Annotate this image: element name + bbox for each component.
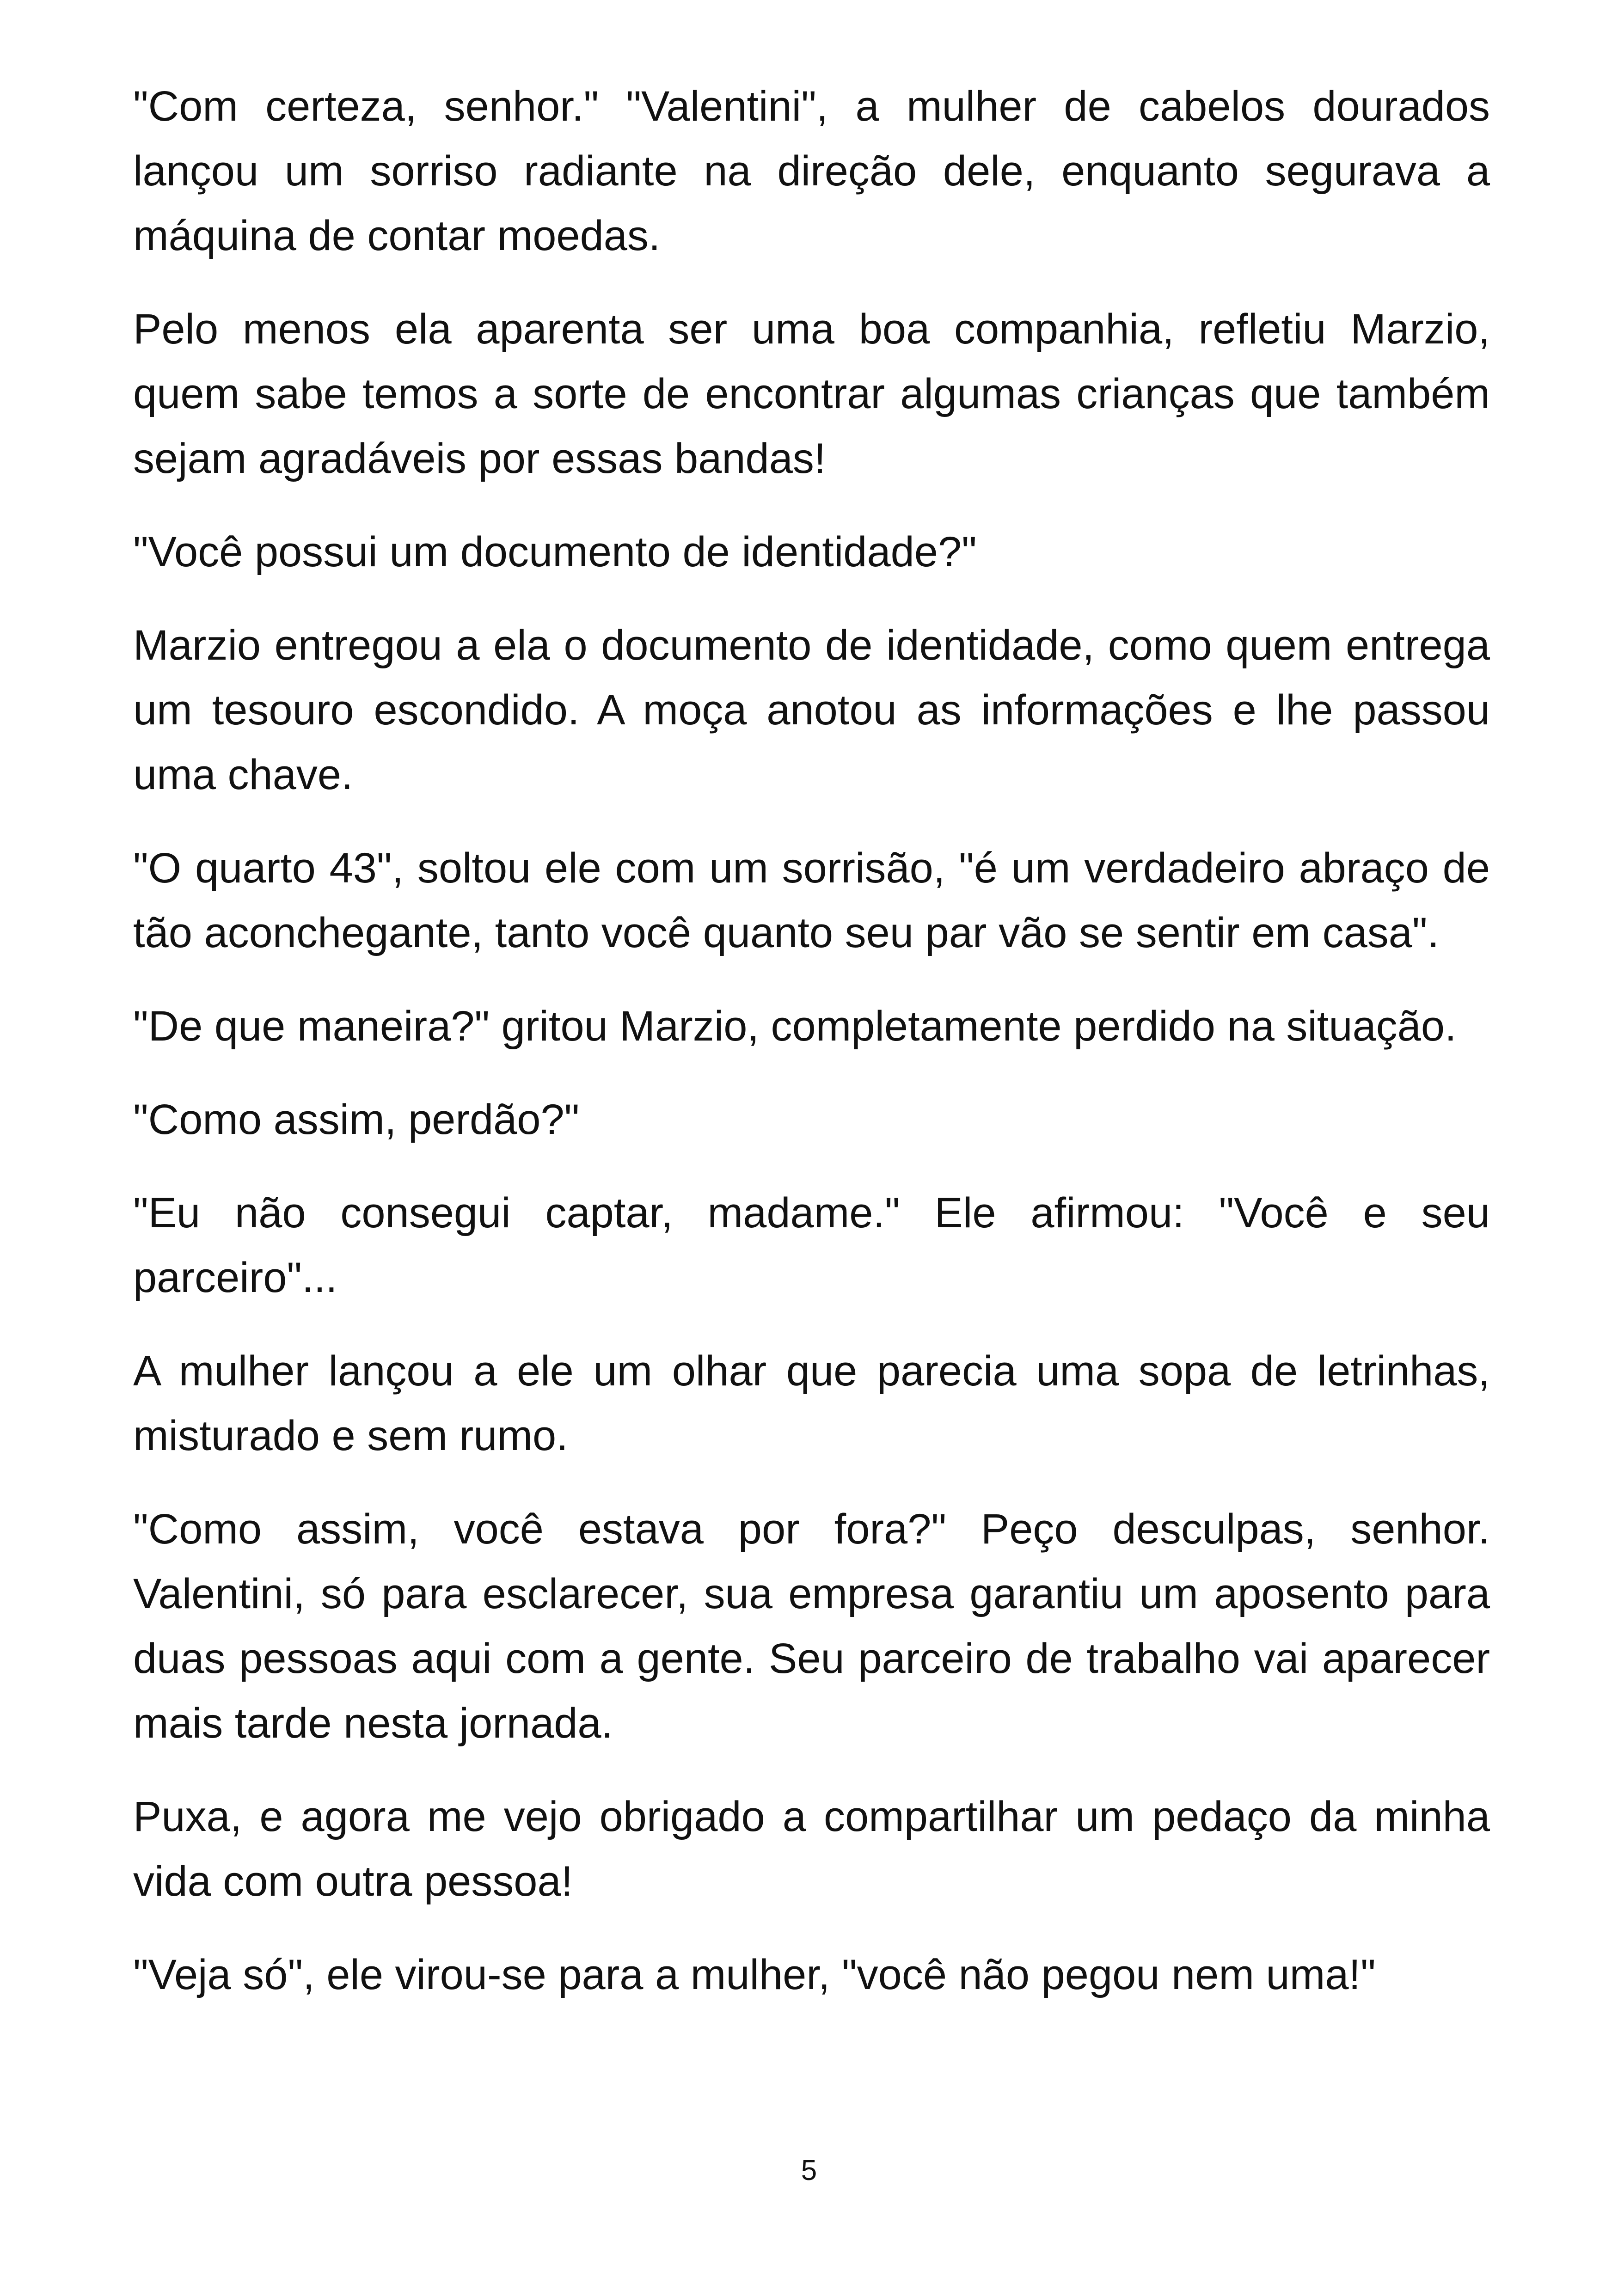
paragraph-11: Puxa, e agora me vejo obrigado a compartilhar um pedaço da minha vida com outra pessoa! — [133, 1793, 1490, 1905]
paragraph-2: Pelo menos ela aparenta ser uma boa companhia, refletiu Marzio, quem sabe temos a sorte de encontrar algumas crianças que também sejam agradáveis por essas bandas! — [133, 306, 1490, 482]
page-body — [133, 74, 1490, 2036]
paragraph-9: A mulher lançou a ele um olhar que parecia uma sopa de letrinhas, misturado e sem rumo. — [133, 1347, 1490, 1459]
paragraph-6: "De que maneira?" gritou Marzio, completamente perdido na situação. — [133, 1003, 1457, 1050]
paragraph-4: Marzio entregou a ela o documento de identidade, como quem entrega um tesouro escondido. A moça anotou as informações e lhe passou uma chave. — [133, 622, 1490, 798]
paragraph-8: "Eu não consegui captar, madame." Ele afirmou: "Você e seu parceiro"... — [133, 1189, 1490, 1301]
paragraph-1: "Com certeza, senhor." "Valentini", a mulher de cabelos dourados lançou um sorriso radiante na direção dele, enquanto segurava a máquina de contar moedas. — [133, 83, 1490, 259]
paragraph-10: "Como assim, você estava por fora?" Peço desculpas, senhor. Valentini, só para esclarecer, sua empresa garantiu um aposento para duas pessoas aqui com a gente. Seu parceiro de trabalho vai aparecer mais tarde nesta jornada. — [133, 1506, 1490, 1747]
paragraph-12: "Veja só", ele virou-se para a mulher, "você não pegou nem uma!" — [133, 1951, 1376, 1998]
paragraph-5: "O quarto 43", soltou ele com um sorrisão, "é um verdadeiro abraço de tão aconchegante, tanto você quanto seu par vão se sentir em casa". — [133, 845, 1490, 956]
paragraph-7: "Como assim, perdão?" — [133, 1096, 580, 1143]
page-number: 5 — [801, 2155, 817, 2186]
paragraph-3: "Você possui um documento de identidade?" — [133, 528, 977, 576]
